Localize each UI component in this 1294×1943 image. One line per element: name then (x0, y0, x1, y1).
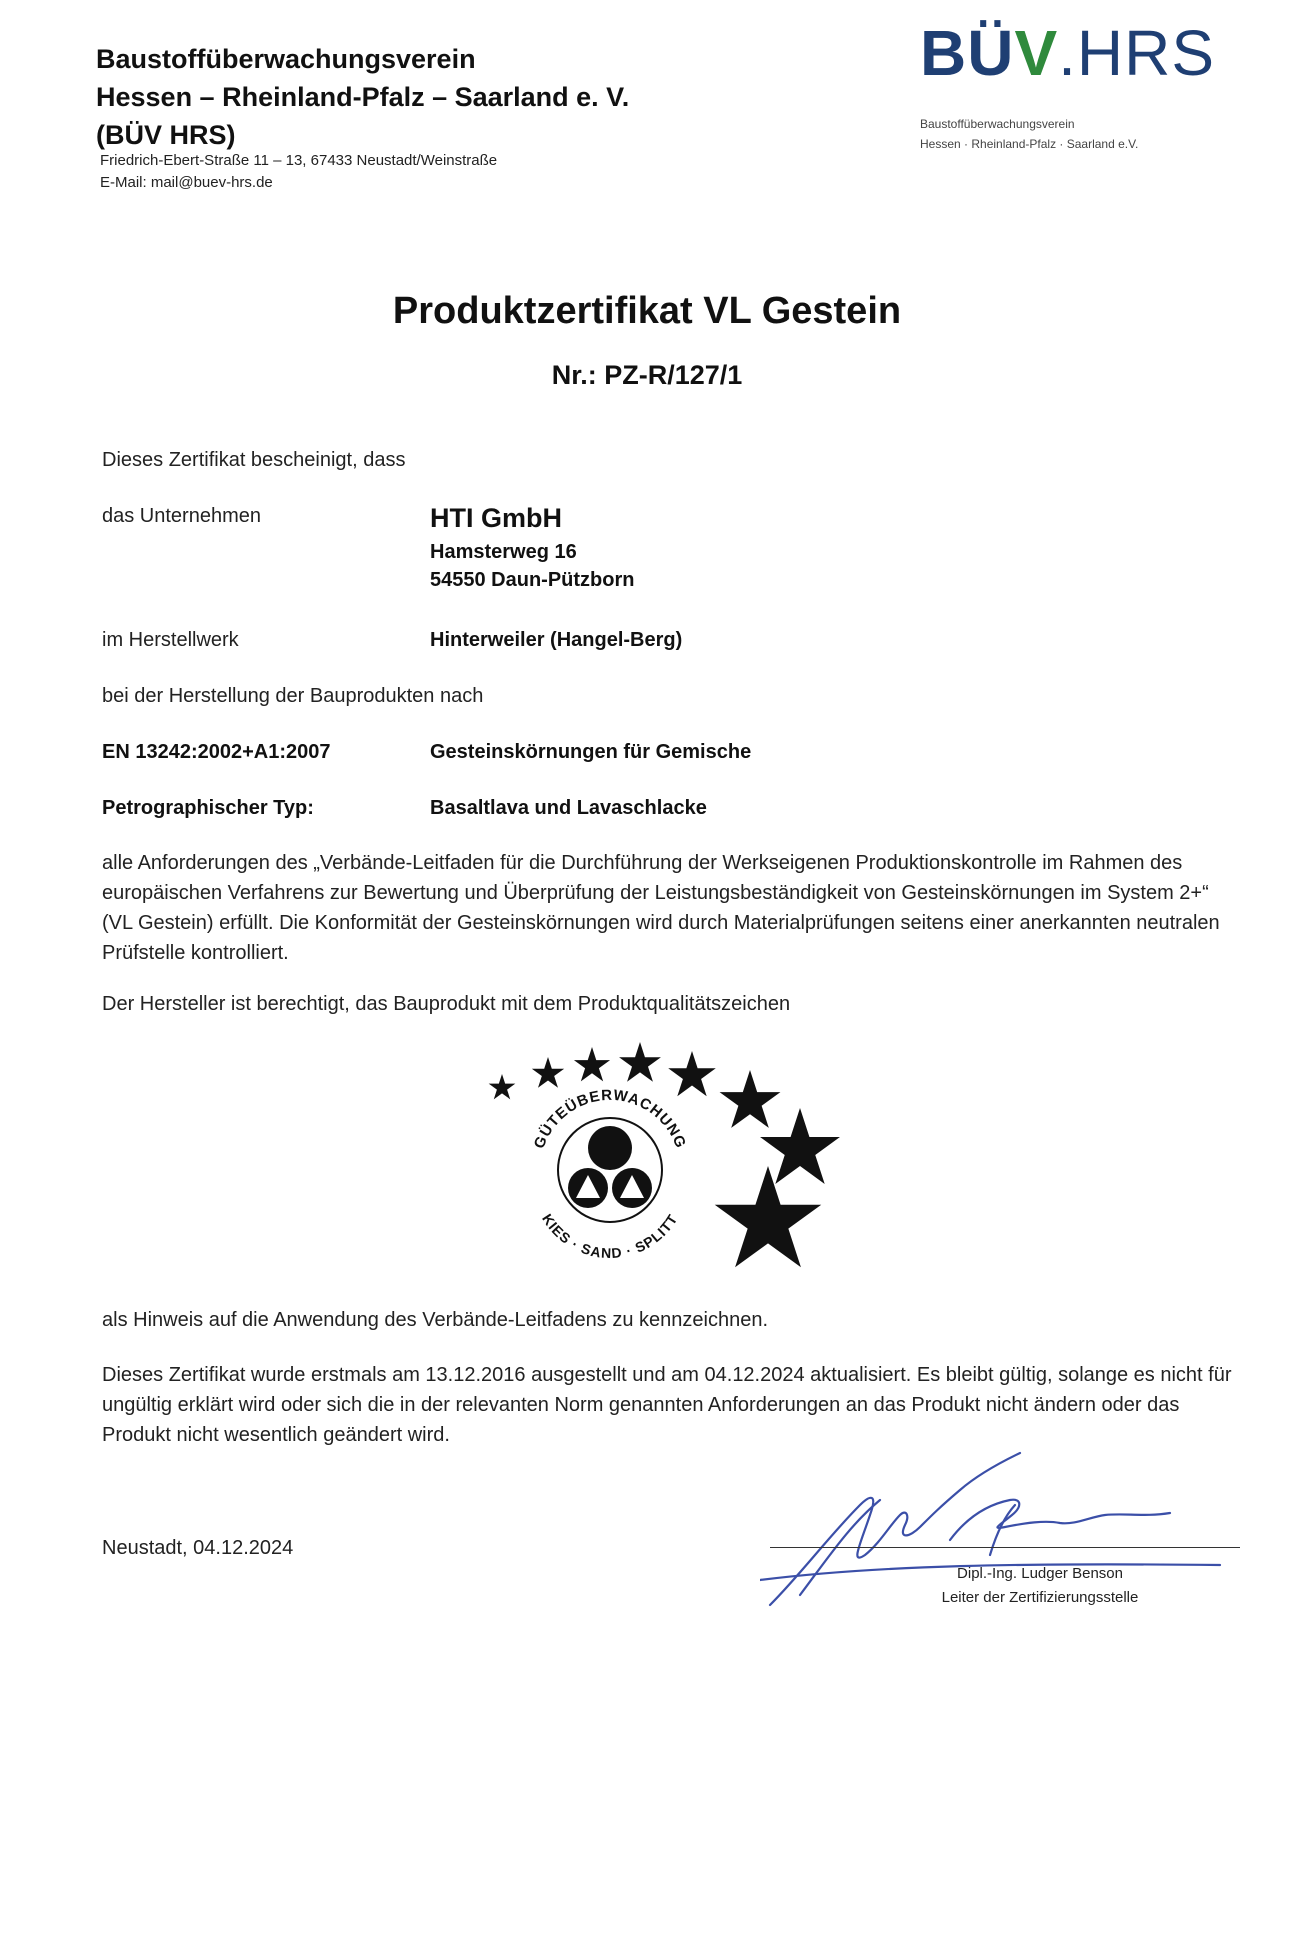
signatory (760, 1562, 1294, 1610)
signatory-name: Dipl.-Ing. Ludger Benson (957, 1565, 1123, 1582)
seal-arc-text: GÜTEÜBERWACHUNG (530, 1086, 690, 1152)
place-date: Neustadt, 04.12.2024 (102, 1537, 294, 1559)
requirements-paragraph: alle Anforderungen des „Verbände-Leitfaden für die Durchführung der Werkseigenen Produktionskontrolle im Rahmen des europäischen Verfahrens zur Bewertung und Überprüfung der Leistungsbeständigkeit von Gesteinskörnungen im System 2+“ (VL Gestein) erfüllt. Die Konformität der Gesteinskörnungen wird durch Materialprüfungen seitens einer anerkannten neutralen Prüfstelle kontrolliert. (102, 852, 1220, 964)
company-label: das Unternehmen (102, 505, 261, 527)
authorized-text: Der Hersteller ist berechtigt, das Bauprodukt mit dem Produktqualitätszeichen (102, 993, 791, 1015)
certificate-number: Nr.: PZ-R/127/1 (551, 360, 743, 390)
star-icon (532, 1057, 564, 1088)
logo-wordmark (920, 18, 1240, 88)
org-name-line1: Baustoffüberwachungsverein (96, 44, 476, 74)
company-city: 54550 Daun-Pützborn (430, 569, 635, 591)
star-icon (720, 1070, 781, 1128)
star-icon (489, 1074, 516, 1099)
signature-line (770, 1547, 1240, 1548)
buev-hrs-logo (920, 18, 1240, 154)
star-icon (715, 1166, 822, 1267)
certificate-title: Produktzertifikat VL Gestein (392, 290, 902, 332)
logo-subtitle (920, 114, 1240, 154)
plant-value: Hinterweiler (Hangel-Berg) (430, 629, 683, 651)
star-icon (619, 1042, 661, 1082)
organization-name (96, 40, 629, 154)
plant-label: im Herstellwerk (102, 629, 239, 651)
org-address: Friedrich-Ebert-Straße 11 – 13, 67433 Neustadt/Weinstraße (100, 152, 498, 169)
logo-subtitle-line1: Baustoffüberwachungsverein (920, 117, 1075, 131)
norm-label: EN 13242:2002+A1:2007 (102, 741, 331, 763)
seal-emblem (531, 1087, 690, 1261)
petrographic-label: Petrographischer Typ: (102, 797, 314, 819)
signatory-role: Leiter der Zertifizierungsstelle (941, 1589, 1139, 1606)
organization-contact (100, 150, 497, 194)
logo-subtitle-line2: Hessen · Rheinland-Pfalz · Saarland e.V. (920, 137, 1139, 151)
production-text: bei der Herstellung der Bauprodukten nach (102, 685, 484, 707)
org-name-line3: (BÜV HRS) (96, 120, 236, 150)
seal-bottom-text: KIES · SAND · SPLITT (539, 1210, 681, 1262)
star-icon (668, 1051, 716, 1096)
company-name: HTI GmbH (430, 503, 562, 533)
company-street: Hamsterweg 16 (430, 541, 577, 563)
org-email: E-Mail: mail@buev-hrs.de (100, 174, 273, 191)
logo-wordmark-part1: BÜ (920, 17, 1015, 89)
logo-wordmark-check: V (1014, 17, 1059, 89)
hint-text: als Hinweis auf die Anwendung des Verbände-Leitfadens zu kennzeichnen. (102, 1309, 769, 1331)
intro-text: Dieses Zertifikat bescheinigt, dass (102, 449, 406, 471)
star-icon (574, 1047, 610, 1081)
norm-value: Gesteinskörnungen für Gemische (430, 741, 752, 763)
quality-seal (470, 1030, 870, 1290)
petrographic-value: Basaltlava und Lavaschlacke (430, 797, 707, 819)
logo-wordmark-part2: .HRS (1058, 17, 1216, 89)
validity-paragraph: Dieses Zertifikat wurde erstmals am 13.12.2016 ausgestellt und am 04.12.2024 aktualisiert. Es bleibt gültig, solange es nicht für ungültig erklärt wird oder sich die in der relevanten Norm genannten Anforderungen an das Produkt nicht ändern oder das Produkt nicht wesentlich geändert wird. (102, 1364, 1232, 1446)
org-name-line2: Hessen – Rheinland-Pfalz – Saarland e. V. (96, 82, 630, 112)
star-icon (760, 1108, 840, 1184)
